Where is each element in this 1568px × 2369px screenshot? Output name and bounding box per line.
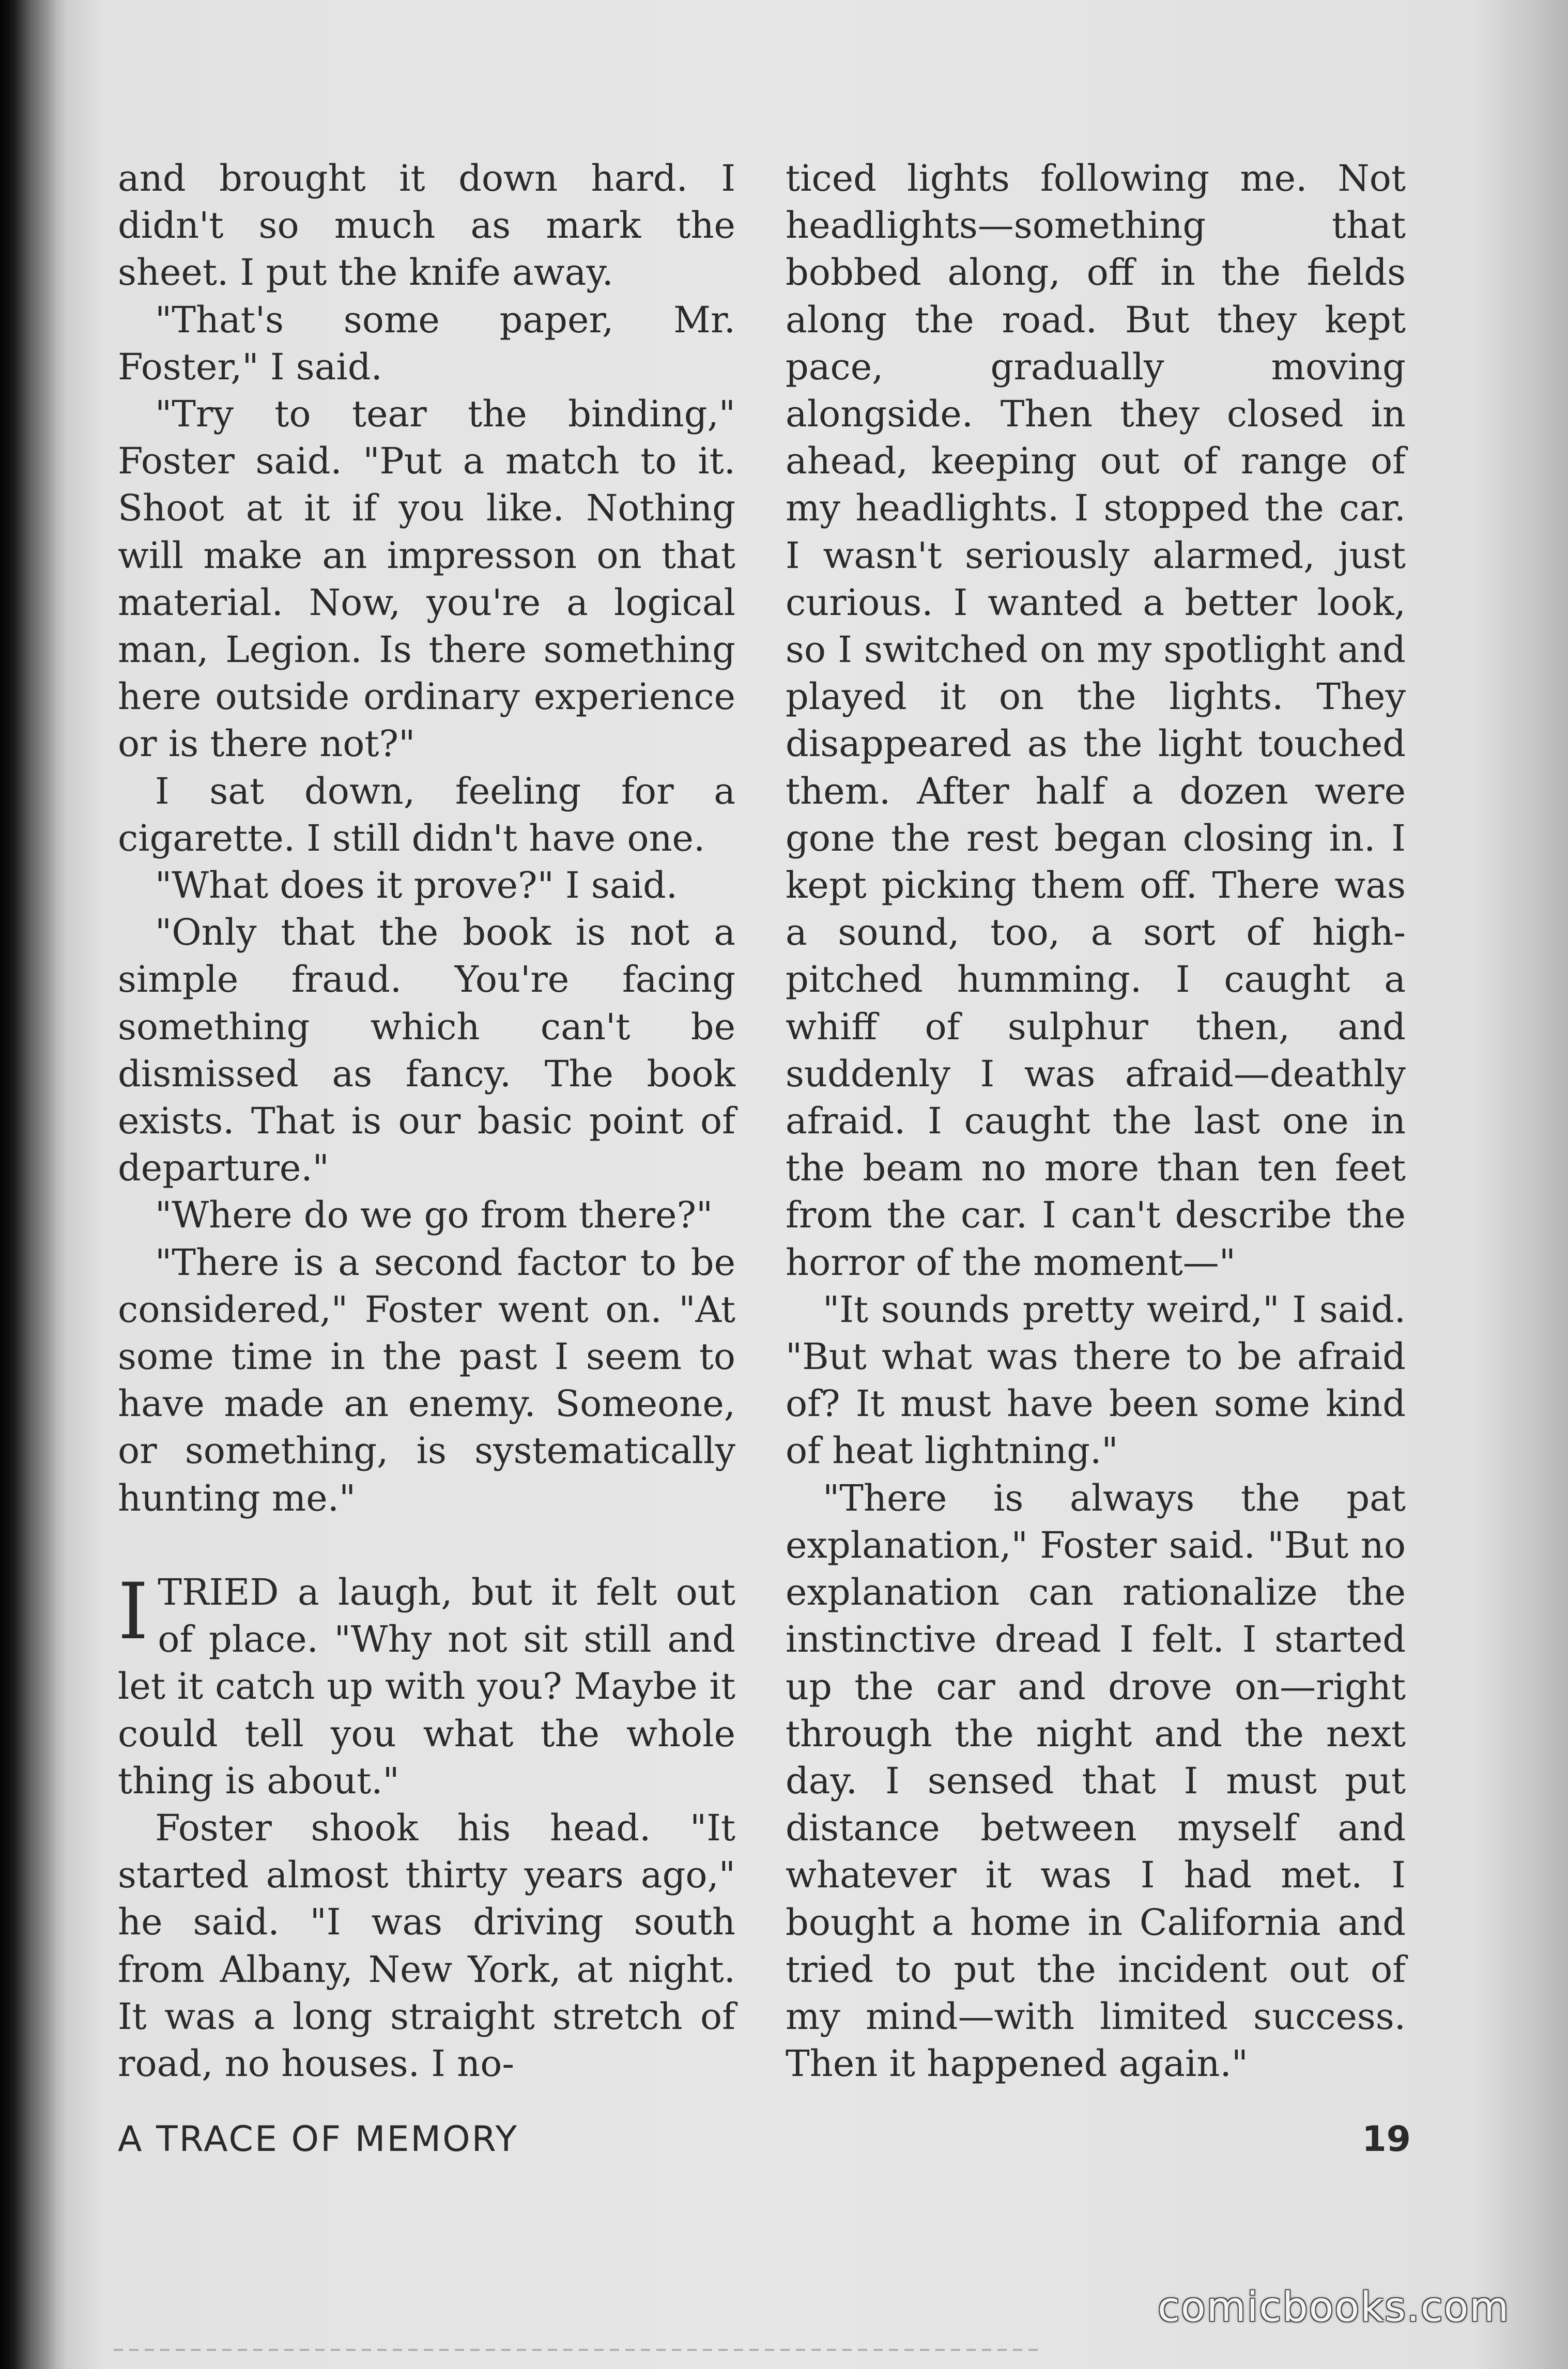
paragraph: "Try to tear the binding," Foster said. "Put a match to it. Shoot at it if you like. Nothing will make an impresson on that material. Now, you're a logical man, Legion. Is there something here outside ordinary experience or is there not?": [118, 393, 735, 765]
paragraph: and brought it down hard. I didn't so much as mark the sheet. I put the knife away.: [118, 157, 735, 294]
dropcap-paragraph: [118, 1566, 735, 1805]
spine-shadow: [0, 0, 67, 2369]
page-number: 19: [1362, 2119, 1411, 2160]
paragraph: "That's some paper, Mr. Foster," I said.: [118, 298, 735, 388]
bottom-edge-rule: [114, 2349, 1044, 2351]
paragraph: I sat down, feeling for a cigarette. I still didn't have one.: [118, 770, 735, 859]
running-footer-title: A TRACE OF MEMORY: [118, 2119, 519, 2160]
drop-cap-letter: I: [118, 1566, 149, 1657]
right-text-column: [786, 155, 1406, 2087]
paragraph: "It sounds pretty weird," I said. "But what was there to be afraid of? It must have been some kind of heat lightning.": [786, 1288, 1406, 1472]
watermark-logo: comicbooks.com: [1158, 2284, 1510, 2331]
paragraph: ticed lights following me. Not headlights—something that bobbed along, off in the fields along the road. But they kept pace, gradually moving alongside. Then they closed in ahead, keeping out of range of my headlights. I stopped the car. I wasn't seriously alarmed, just curious. I wanted a better look, so I switched on my spotlight and played it on the lights. They disappeared as the light touched them. After half a dozen were gone the rest began closing in. I kept picking them off. There was a sound, too, a sort of high-pitched humming. I caught a whiff of sulphur then, and suddenly I was afraid—deathly afraid. I caught the last one in the beam no more than ten feet from the car. I can't describe the horror of the moment—": [786, 157, 1406, 1284]
paragraph: "There is always the pat explanation," Foster said. "But no explanation can rationalize the instinctive dread I felt. I started up the car and drove on—right through the night and the next day. I sensed that I must put distance between myself and whatever it was I had met. I bought a home in California and tried to put the incident out of my mind—with limited success. Then it happened again.": [786, 1476, 1406, 2085]
paragraph: Foster shook his head. "It started almost thirty years ago," he said. "I was driving south from Albany, New York, at night. It was a long straight stretch of road, no houses. I no-: [118, 1806, 735, 2085]
paragraph: "Only that the book is not a simple fraud. You're facing something which can't be dismissed as fancy. The book exists. That is our basic point of departure.": [118, 911, 735, 1190]
paragraph: "There is a second factor to be considered," Foster went on. "At some time in the past I seem to have made an enemy. Someone, or something, is systematically hunting me.": [118, 1241, 735, 1519]
paragraph-text: TRIED a laugh, but it felt out of place. "Why not sit still and let it catch up with you? Maybe it could tell you what the whole thing is about.": [118, 1571, 735, 1802]
left-text-column: [118, 155, 735, 2087]
paragraph: "What does it prove?" I said.: [155, 864, 678, 907]
paragraph: "Where do we go from there?": [155, 1194, 713, 1237]
